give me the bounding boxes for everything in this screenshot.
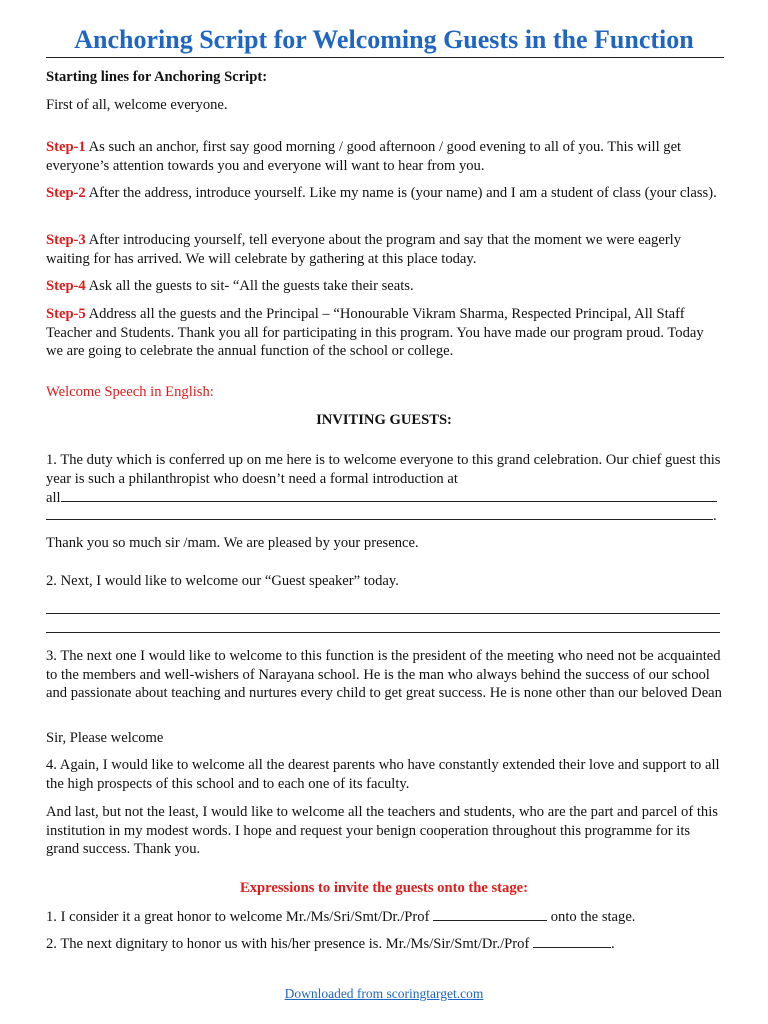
step-5-label: Step-5 xyxy=(46,306,86,322)
welcome-paragraph-1-end xyxy=(46,505,722,526)
guest-speaker-fill-line-1 xyxy=(46,613,720,614)
step-5-text: Address all the guests and the Principal – “Honourable Vikram Sharma, Respected Principal, All Staff Teacher and Students. Thank you all for participating in this program. You have made our program proud. Today we are going to celebrate the annual function of the school or college. xyxy=(46,306,704,359)
step-2-text: After the address, introduce yourself. Like my name is (your name) and I am a student of class (your class). xyxy=(85,185,717,201)
intro-heading: Starting lines for Anchoring Script: xyxy=(46,69,268,85)
expression-1-blank xyxy=(433,906,547,921)
step-5-paragraph xyxy=(46,305,722,361)
step-3-text: After introducing yourself, tell everyone about the program and say that the moment we were eagerly waiting for has arrived. We will celebrate by gathering at this place today. xyxy=(46,232,682,267)
title-underline xyxy=(46,57,724,58)
p1-fill-blank xyxy=(61,487,717,502)
step-4-paragraph xyxy=(46,277,722,296)
step-1-paragraph xyxy=(46,138,722,175)
step-2-paragraph xyxy=(46,184,722,203)
expression-2-post: . xyxy=(610,936,615,952)
expression-2 xyxy=(46,933,722,954)
p1-tail-word: all xyxy=(46,490,61,506)
welcome-paragraph-5: And last, but not the least, I would like to welcome all the teachers and students, who are the part and parcel of this institution in my modest words. I hope and request your benign cooperation throughout this programme for its grand success. Thank you. xyxy=(46,804,718,857)
p1-fill-blank-2 xyxy=(46,505,713,520)
expressions-heading: Expressions to invite the guests onto the stage: xyxy=(240,880,528,896)
expression-1-pre: 1. I consider it a great honor to welcome Mr./Ms/Sri/Smt/Dr./Prof xyxy=(46,909,434,925)
step-3-label: Step-3 xyxy=(46,232,86,248)
welcome-paragraph-3: 3. The next one I would like to welcome to this function is the president of the meeting who need not be acquainted to the members and well-wishers of Narayana school. He is the man who always behind the success of our school and passionate about teaching and nurtures every child to get great success. He is none other than our beloved Dean xyxy=(46,648,722,701)
step-1-label: Step-1 xyxy=(46,139,86,155)
step-2-label: Step-2 xyxy=(46,185,86,201)
welcome-paragraph-4: 4. Again, I would like to welcome all the dearest parents who have constantly extended their love and support to all the high prospects of this school and to each one of its faculty. xyxy=(46,757,720,792)
thanks-line: Thank you so much sir /mam. We are pleased by your presence. xyxy=(46,535,419,551)
expression-2-pre: 2. The next dignitary to honor us with his/her presence is. Mr./Ms/Sir/Smt/Dr./Prof xyxy=(46,936,533,952)
expression-1-post: onto the stage. xyxy=(547,909,636,925)
welcome-paragraph-2: 2. Next, I would like to welcome our “Guest speaker” today. xyxy=(46,573,399,589)
inviting-guests-heading: INVITING GUESTS: xyxy=(316,412,452,428)
welcome-heading: Welcome Speech in English: xyxy=(46,384,214,400)
welcome-sir-line: Sir, Please welcome xyxy=(46,730,164,746)
download-source-link[interactable]: Downloaded from scoringtarget.com xyxy=(284,986,484,1001)
expression-1 xyxy=(46,906,722,927)
step-4-text: Ask all the guests to sit- “All the guests take their seats. xyxy=(85,278,414,294)
step-3-paragraph xyxy=(46,231,722,268)
p1-end-period: . xyxy=(713,508,717,524)
page-title: Anchoring Script for Welcoming Guests in the Function xyxy=(74,25,694,54)
guest-speaker-fill-line-2 xyxy=(46,632,720,633)
intro-opening: First of all, welcome everyone. xyxy=(46,97,228,113)
step-4-label: Step-4 xyxy=(46,278,86,294)
expression-2-blank xyxy=(533,933,611,948)
step-1-text: As such an anchor, first say good morning / good afternoon / good evening to all of you. This will get everyone’s attention towards you and everyone will want to hear from you. xyxy=(46,139,682,174)
welcome-paragraph-1: 1. The duty which is conferred up on me here is to welcome everyone to this grand celebration. Our chief guest this year is such a philanthropist who doesn’t need a formal introduction at xyxy=(46,452,721,487)
